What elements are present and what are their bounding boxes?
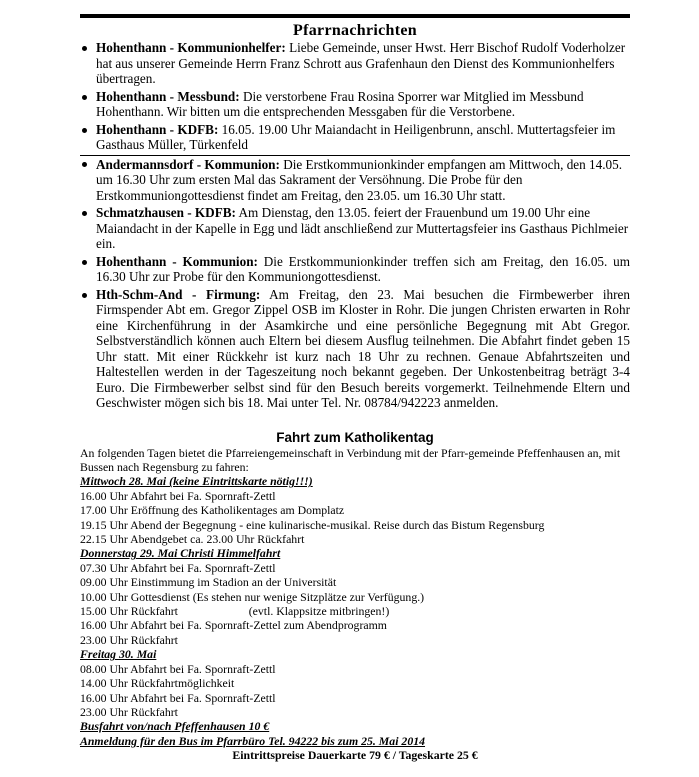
bullet-icon [82, 260, 87, 265]
katholikentag-title: Fahrt zum Katholikentag [276, 430, 434, 445]
schedule-line: 09.00 Uhr Einstimmung im Stadion an der Universität [80, 575, 337, 590]
schedule-line: 16.00 Uhr Abfahrt bei Fa. Spornraft-Zettel zum Abendprogramm [80, 618, 387, 633]
anmeldung-note: Anmeldung für den Bus im Pfarrbüro Tel. 94222 bis zum 25. Mai 2014 [80, 733, 426, 748]
section-title: Pfarrnachrichten [293, 22, 417, 39]
news-item: Hohenthann - Kommunion: Die Erstkommunionkinder treffen sich am Freitag, den 16.05. um 16.30 Uhr zur Probe für den Kommuniongottesdienst. [80, 254, 630, 285]
schedule-line: 22.15 Uhr Abendgebet ca. 23.00 Uhr Rückfahrt [80, 532, 305, 547]
schedule-line: 23.00 Uhr Rückfahrt [80, 704, 178, 719]
schedule-line: 16.00 Uhr Abfahrt bei Fa. Spornraft-Zettl [80, 488, 276, 503]
news-item: Hohenthann - Messbund: Die verstorbene Frau Rosina Sporrer war Mitglied im Messbund Hohenthann. Wir bitten um die entsprechenden Messgaben für die Verstorbene. [80, 89, 630, 120]
schedule-line: 08.00 Uhr Abfahrt bei Fa. Spornraft-Zettl [80, 661, 276, 676]
schedule-line: 07.30 Uhr Abfahrt bei Fa. Spornraft-Zettl [80, 560, 276, 575]
schedule-line: 10.00 Uhr Gottesdienst (Es stehen nur wenige Sitzplätze zur Verfügung.) [80, 589, 425, 604]
bullet-icon [82, 95, 87, 100]
eintritt-prices: Eintrittspreise Dauerkarte 79 € / Tageskarte 25 € [232, 748, 478, 763]
schedule-line: 14.00 Uhr Rückfahrtmöglichkeit [80, 676, 235, 691]
top-rule [80, 14, 630, 18]
busfahrt-price: Busfahrt von/nach Pfeffenhausen 10 € [80, 719, 270, 734]
schedule-line: 16.00 Uhr Abfahrt bei Fa. Spornraft-Zettl [80, 690, 276, 705]
katholikentag-section [80, 430, 630, 763]
news-item: Andermannsdorf - Kommunion: Die Erstkommunionkinder empfangen am Mittwoch, den 14.05. um 16.30 Uhr zum ersten Mal das Sakrament der Versöhnung. Die Probe für den Erstkommuniongottesdienst findet am Freitag, den 23.05. um 16.30 Uhr statt. [80, 155, 630, 204]
schedule-line: 15.00 Uhr Rückfahrt (evtl. Klappsitze mitbringen!) [80, 604, 390, 619]
news-item: Hohenthann - KDFB: 16.05. 19.00 Uhr Maiandacht in Heiligenbrunn, anschl. Muttertagsfeier im Gasthaus Müller, Türkenfeld [80, 122, 630, 153]
schedule-line: 19.15 Uhr Abend der Begegnung - eine kulinarische-musikal. Reise durch das Bistum Regensburg [80, 517, 545, 532]
bullet-icon [82, 293, 87, 298]
katholikentag-intro: An folgenden Tagen bietet die Pfarreiengemeinschaft in Verbindung mit der Pfarr-gemeinde Pfeffenhausen an, mit Bussen nach Regensburg zu fahren: [80, 446, 621, 475]
bullet-icon [82, 162, 87, 167]
schedule-line: 17.00 Uhr Eröffnung des Katholikentages am Domplatz [80, 503, 345, 518]
day-heading: Donnerstag 29. Mai Christi Himmelfahrt [80, 546, 281, 561]
bullet-icon [82, 46, 87, 51]
news-list [80, 40, 630, 413]
bullet-icon [82, 211, 87, 216]
bullet-icon [82, 128, 87, 133]
day-heading: Mittwoch 28. Mai (keine Eintrittskarte nötig!!!) [80, 474, 313, 489]
news-item: Schmatzhausen - KDFB: Am Dienstag, den 13.05. feiert der Frauenbund um 19.00 Uhr eine Maiandacht in der Kapelle in Egg und lädt anschließend zur Muttertagsfeier ins Gasthaus Pichlmeier ein. [80, 205, 630, 252]
news-item: Hohenthann - Kommunionhelfer: Liebe Gemeinde, unser Hwst. Herr Bischof Rudolf Voderholzer hat aus unserer Gemeinde Herrn Franz Schrott aus Grafenhaun den Dienst des Kommunionhelfers übertragen. [80, 40, 630, 87]
day-heading: Freitag 30. Mai [80, 647, 157, 662]
schedule-line: 23.00 Uhr Rückfahrt [80, 632, 178, 647]
news-item: Hth-Schm-And - Firmung: Am Freitag, den 23. Mai besuchen die Firmbewerber ihren Firmspender Abt em. Gregor Zippel OSB im Kloster in Rohr. Die jungen Christen erwarten in Rohr eine Kirchenführung in der Asamkirche und eine persönliche Begegnung mit Abt Gregor. Selbstverständlich können auch Eltern bei diesem Ausflug teilnehmen. Die Abfahrt findet geben 15 Uhr statt. Mit einer Rückkehr ist kurz nach 18 Uhr zu rechnen. Genaue Abfahrtszeiten und Haltestellen werden in der Tageszeitung noch bekannt gegeben. Der Unkostenbeitrag beträgt 3-4 Euro. Die Firmbewerber selbst sind für den Besuch bereits vorgemerkt. Teilnehmende Eltern und Geschwister mögen sich bis 18. Mai unter Tel. Nr. 08784/942223 anmelden. [80, 287, 630, 411]
